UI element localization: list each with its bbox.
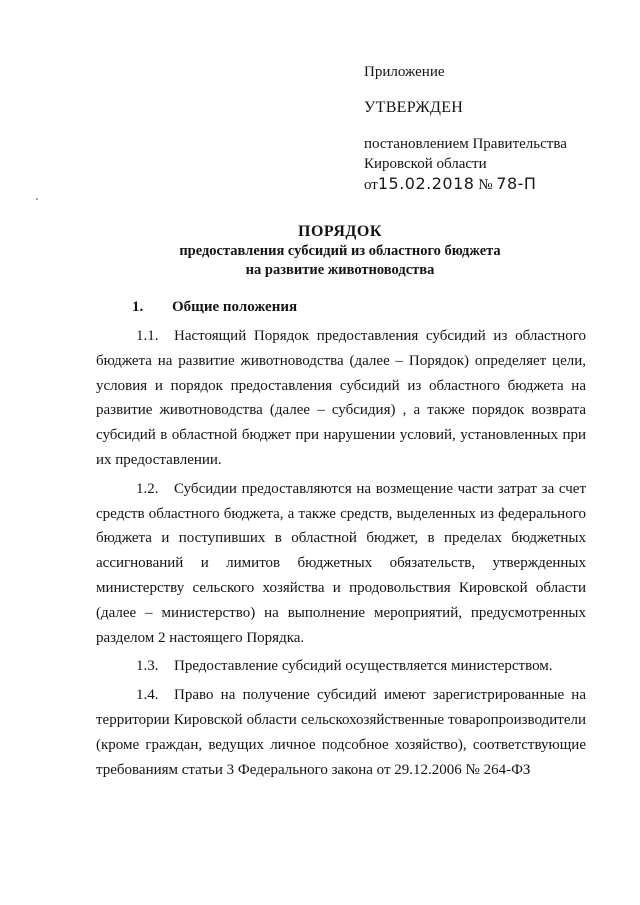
paragraph-1-1 bbox=[96, 324, 586, 473]
approval-date-line bbox=[364, 174, 604, 195]
approved-label: УТВЕРЖДЕН bbox=[364, 99, 464, 116]
section-number: 1. bbox=[132, 299, 144, 315]
paragraph-text: Право на получение субсидий имеют зарегистрированные на территории Кировской области сельскохозяйственные товаропроизводители (кроме граждан, ведущих личное подсобное хозяйство), соответствующие требованиям статьи 3 Федерального закона от 29.12.2006 № 264-ФЗ bbox=[96, 687, 586, 778]
date-prefix: от bbox=[364, 177, 378, 193]
scan-speck bbox=[36, 198, 38, 200]
paragraph-1-2 bbox=[96, 477, 586, 651]
paragraph-text: Настоящий Порядок предоставления субсидий из областного бюджета на развитие животноводства (далее – Порядок) определяет цели, условия и порядок предоставления субсидий из областного бюджета на развитие животноводства (далее – субсидия) , а также порядок возврата субсидий в областной бюджет при нарушении условий, установленных при их предоставлении. bbox=[96, 328, 586, 468]
paragraph-1-3 bbox=[96, 654, 586, 679]
number-sign: № bbox=[478, 177, 493, 193]
paragraph-number: 1.2. bbox=[136, 480, 159, 497]
paragraph-number: 1.1. bbox=[136, 328, 159, 344]
appendix-label: Приложение bbox=[364, 64, 445, 80]
paragraph-number: 1.4. bbox=[136, 687, 159, 704]
approved-by-line1: постановлением Правительства bbox=[364, 136, 567, 152]
title-line3: на развитие животноводства bbox=[245, 262, 435, 278]
title-main: ПОРЯДОК bbox=[298, 223, 382, 240]
handwritten-date: 15.02.2018 bbox=[377, 174, 475, 193]
document-body bbox=[96, 324, 586, 782]
paragraph-text: Предоставление субсидий осуществляется министерством. bbox=[174, 658, 553, 675]
approval-stamp-block bbox=[364, 62, 604, 195]
approved-by-line2: Кировской области bbox=[364, 156, 487, 172]
approved-by bbox=[364, 134, 604, 195]
paragraph-text: Субсидии предоставляются на возмещение части затрат за счет средств областного бюджета, а также средств, выделенных из федерального бюджета и поступивших в областной бюджет, в пределах бюджетных ассигнований и лимитов бюджетных обязательств, утвержденных министерству сельского хозяйства и продовольствия Кировской области (далее – министерство) на выполнение мероприятий, предусмотренных разделом 2 настоящего Порядка. bbox=[96, 480, 586, 646]
section-heading bbox=[132, 299, 297, 316]
document-title bbox=[80, 221, 600, 280]
handwritten-number: 78-П bbox=[496, 174, 537, 193]
section-title: Общие положения bbox=[172, 299, 298, 315]
paragraph-1-4 bbox=[96, 683, 586, 782]
paragraph-number: 1.3. bbox=[136, 658, 159, 675]
title-line2: предоставления субсидий из областного бюджета bbox=[179, 243, 501, 259]
